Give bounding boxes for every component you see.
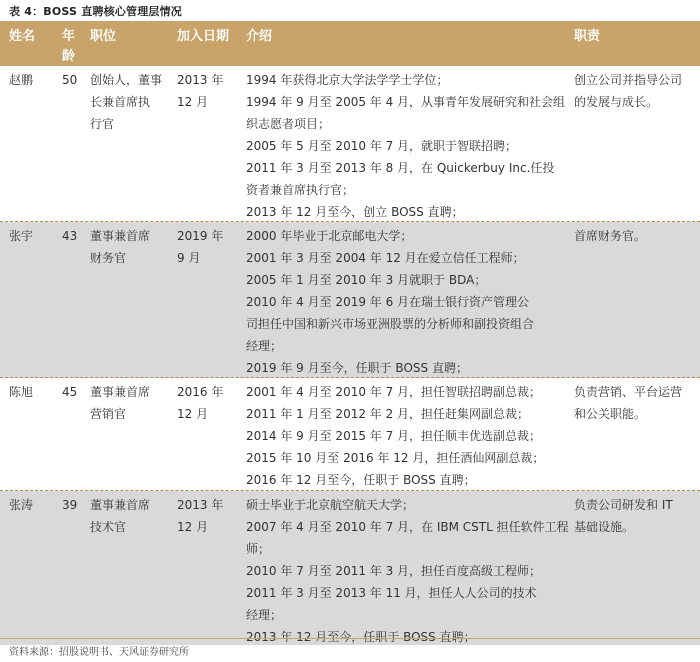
cell-intro xyxy=(246,225,564,379)
duty-line: 创立公司并指导公司 xyxy=(574,73,683,87)
header-date: 加入日期 xyxy=(177,29,230,44)
intro-line: 2011 年 3 月至 2013 年 11 月，担任人人公司的技术 xyxy=(246,586,537,600)
cell-date xyxy=(177,69,239,113)
cell-age: 45 xyxy=(62,385,78,399)
date-line: 2019 年 xyxy=(177,229,224,243)
cell-date xyxy=(177,225,239,269)
management-table xyxy=(0,21,700,645)
intro-line: 2000 年毕业于北京邮电大学； xyxy=(246,229,413,243)
intro-line: 2014 年 9 月至 2015 年 7 月，担任顺丰优选副总裁； xyxy=(246,429,542,443)
cell-age: 39 xyxy=(62,498,78,512)
cell-date xyxy=(177,381,239,425)
intro-line: 2013 年 12 月至今，任职于 BOSS 直聘； xyxy=(246,630,476,644)
intro-line: 师； xyxy=(246,542,271,556)
intro-line: 2011 年 1 月至 2012 年 2 月，担任赶集网副总裁； xyxy=(246,407,530,421)
date-line: 2013 年 xyxy=(177,73,224,87)
cell-duty xyxy=(574,381,692,425)
cell-name: 赵鹏 xyxy=(9,73,34,87)
header-name: 姓名 xyxy=(9,29,36,44)
table-row xyxy=(0,66,700,222)
date-line: 12 月 xyxy=(177,95,209,109)
duty-line: 和公关职能。 xyxy=(574,407,647,421)
header-age-line2: 龄 xyxy=(62,49,76,64)
cell-age: 50 xyxy=(62,73,78,87)
cell-duty xyxy=(574,69,692,113)
duty-line: 基础设施。 xyxy=(574,520,635,534)
intro-line: 经理； xyxy=(246,608,283,622)
duty-line: 负责公司研发和 IT xyxy=(574,498,673,512)
table-row xyxy=(0,378,700,491)
cell-age: 43 xyxy=(62,229,78,243)
position-line: 长兼首席执 xyxy=(90,95,151,109)
date-line: 12 月 xyxy=(177,407,209,421)
intro-line: 2010 年 4 月至 2019 年 6 月在瑞士银行资产管理公 xyxy=(246,295,530,309)
intro-line: 资者兼首席执行官； xyxy=(246,183,355,197)
position-line: 营销官 xyxy=(90,407,127,421)
intro-line: 经理； xyxy=(246,339,283,353)
date-line: 2016 年 xyxy=(177,385,224,399)
header-age-line1: 年 xyxy=(62,29,76,44)
intro-line: 硕士毕业于北京航空航天大学； xyxy=(246,498,415,512)
duty-line: 的发展与成长。 xyxy=(574,95,659,109)
intro-line: 2001 年 4 月至 2010 年 7 月，担任智联招聘副总裁； xyxy=(246,385,542,399)
table-caption: 表 4：BOSS 直聘核心管理层情况 xyxy=(9,5,182,18)
intro-line: 2013 年 12 月至今，创立 BOSS 直聘； xyxy=(246,205,464,219)
header-position: 职位 xyxy=(90,29,117,44)
date-line: 9 月 xyxy=(177,251,201,265)
cell-duty xyxy=(574,225,692,247)
intro-line: 2005 年 1 月至 2010 年 3 月就职于 BDA； xyxy=(246,273,487,287)
intro-line: 1994 年 9 月至 2005 年 4 月，从事青年发展研究和社会组 xyxy=(246,95,566,109)
intro-line: 2005 年 5 月至 2010 年 7 月，就职于智联招聘； xyxy=(246,139,518,153)
cell-duty xyxy=(574,494,692,538)
intro-line: 1994 年获得北京大学法学学士学位； xyxy=(246,73,449,87)
cell-intro xyxy=(246,69,564,223)
position-line: 创始人，董事 xyxy=(90,73,163,87)
intro-line: 2019 年 9 月至今，任职于 BOSS 直聘； xyxy=(246,361,468,375)
intro-line: 2001 年 3 月至 2004 年 12 月在爱立信任工程师； xyxy=(246,251,525,265)
cell-intro xyxy=(246,381,564,491)
date-line: 2013 年 xyxy=(177,498,224,512)
header-intro: 介绍 xyxy=(246,29,273,44)
intro-line: 2010 年 7 月至 2011 年 3 月，担任百度高级工程师； xyxy=(246,564,542,578)
source-note: 资料来源：招股说明书、天风证券研究所 xyxy=(9,647,189,658)
intro-line: 织志愿者项目； xyxy=(246,117,331,131)
date-line: 12 月 xyxy=(177,520,209,534)
cell-position xyxy=(90,381,166,425)
position-line: 董事兼首席 xyxy=(90,498,151,512)
position-line: 技术官 xyxy=(90,520,127,534)
intro-line: 2015 年 10 月至 2016 年 12 月，担任酒仙网副总裁； xyxy=(246,451,545,465)
cell-position xyxy=(90,494,166,538)
cell-name: 张涛 xyxy=(9,498,34,512)
header-duty: 职责 xyxy=(574,29,601,44)
position-line: 董事兼首席 xyxy=(90,229,151,243)
position-line: 董事兼首席 xyxy=(90,385,151,399)
cell-name: 陈旭 xyxy=(9,385,34,399)
cell-position xyxy=(90,69,166,135)
table-header xyxy=(0,21,700,66)
cell-position xyxy=(90,225,166,269)
intro-line: 司担任中国和新兴市场亚洲股票的分析师和副投资组合 xyxy=(246,317,535,331)
cell-intro xyxy=(246,494,569,648)
position-line: 行官 xyxy=(90,117,115,131)
cell-date xyxy=(177,494,239,538)
duty-line: 首席财务官。 xyxy=(574,229,647,243)
table-row xyxy=(0,491,700,645)
position-line: 财务官 xyxy=(90,251,127,265)
intro-line: 2007 年 4 月至 2010 年 7 月，在 IBM CSTL 担任软件工程 xyxy=(246,520,569,534)
intro-line: 2011 年 3 月至 2013 年 8 月，在 Quickerbuy Inc.任投 xyxy=(246,161,555,175)
cell-name: 张宇 xyxy=(9,229,34,243)
intro-line: 2016 年 12 月至今，任职于 BOSS 直聘； xyxy=(246,473,476,487)
header-age xyxy=(62,27,75,67)
duty-line: 负责营销、平台运营 xyxy=(574,385,683,399)
table-row xyxy=(0,222,700,378)
table-bottom-rule xyxy=(0,638,700,639)
